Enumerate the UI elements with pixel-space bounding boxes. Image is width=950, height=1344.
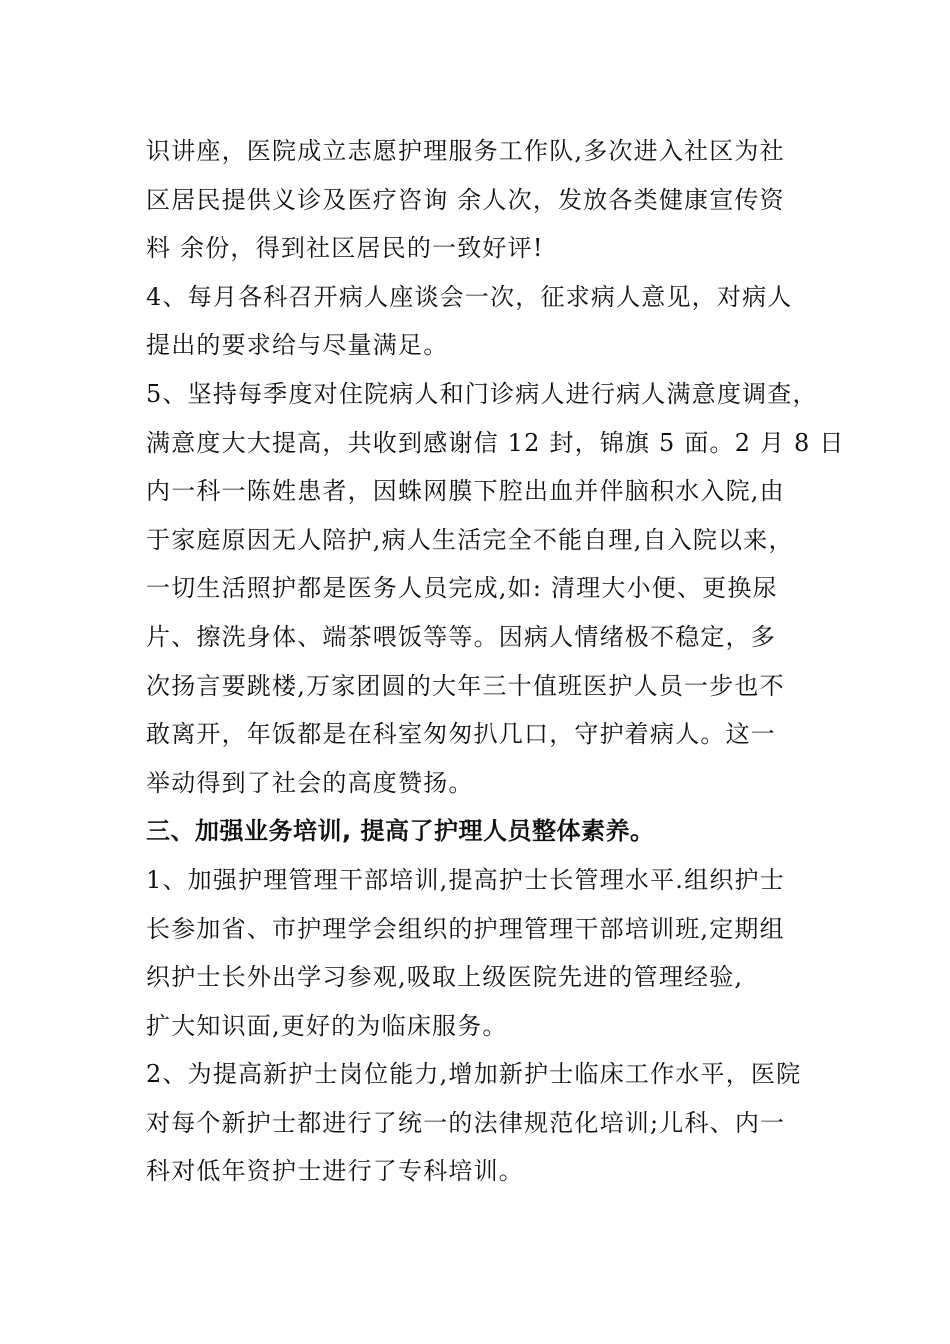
- list-item-5-line: 举动得到了社会的高度赞扬。: [146, 768, 474, 797]
- list-item-5-line: 内一科一陈姓患者，因蛛网膜下腔出血并伴脑积水入院,由: [146, 477, 785, 506]
- list-item-4-line: 4、每月各科召开病人座谈会一次，征求病人意见，对病人: [146, 282, 793, 311]
- section-heading: 三、加强业务培训, 提高了护理人员整体素养。: [146, 817, 655, 846]
- list-item-2-line: 科对低年资护士进行了专科培训。: [146, 1157, 524, 1186]
- list-item-5-line: 满意度大大提高，共收到感谢信 12 封，锦旗 5 面。2 月 8 日: [146, 428, 845, 457]
- list-item-5-line: 一切生活照护都是医务人员完成,如: 清理大小便、更换尿: [146, 574, 778, 603]
- list-item-4-line: 提出的要求给与尽量满足。: [146, 331, 449, 360]
- list-item-1-line: 织护士长外出学习参观,吸取上级医院先进的管理经验,: [146, 963, 744, 992]
- list-item-5-line: 片、擦洗身体、端茶喂饭等等。因病人情绪极不稳定，多: [146, 622, 776, 651]
- list-item-1-line: 长参加省、市护理学会组织的护理管理干部培训班,定期组: [146, 914, 785, 943]
- paragraph-line: 区居民提供义诊及医疗咨询 余人次，发放各类健康宣传资: [146, 185, 785, 214]
- list-item-2-line: 2、为提高新护士岗位能力,增加新护士临床工作水平，医院: [146, 1060, 802, 1089]
- list-item-2-line: 对每个新护士都进行了统一的法律规范化培训;儿科、内一: [146, 1108, 786, 1137]
- paragraph-line: 识讲座，医院成立志愿护理服务工作队,多次进入社区为社: [146, 137, 785, 165]
- list-item-5-line: 于家庭原因无人陪护,病人生活完全不能自理,自入院以来，: [146, 525, 794, 554]
- list-item-5-line: 敢离开，年饭都是在科室匆匆扒几口，守护着病人。这一: [146, 720, 776, 749]
- list-item-5-line: 次扬言要跳楼,万家团圆的大年三十值班医护人员一步也不: [146, 671, 785, 700]
- body-text: [146, 127, 845, 1196]
- list-item-1-line: 扩大知识面,更好的为临床服务。: [146, 1011, 508, 1040]
- paragraph-line: 料 余份，得到社区居民的一致好评!: [146, 234, 544, 263]
- list-item-1-line: 1、加强护理管理干部培训,提高护士长管理水平.组织护士: [146, 865, 785, 894]
- list-item-5-line: 5、坚持每季度对住院病人和门诊病人进行病人满意度调查，: [146, 379, 818, 408]
